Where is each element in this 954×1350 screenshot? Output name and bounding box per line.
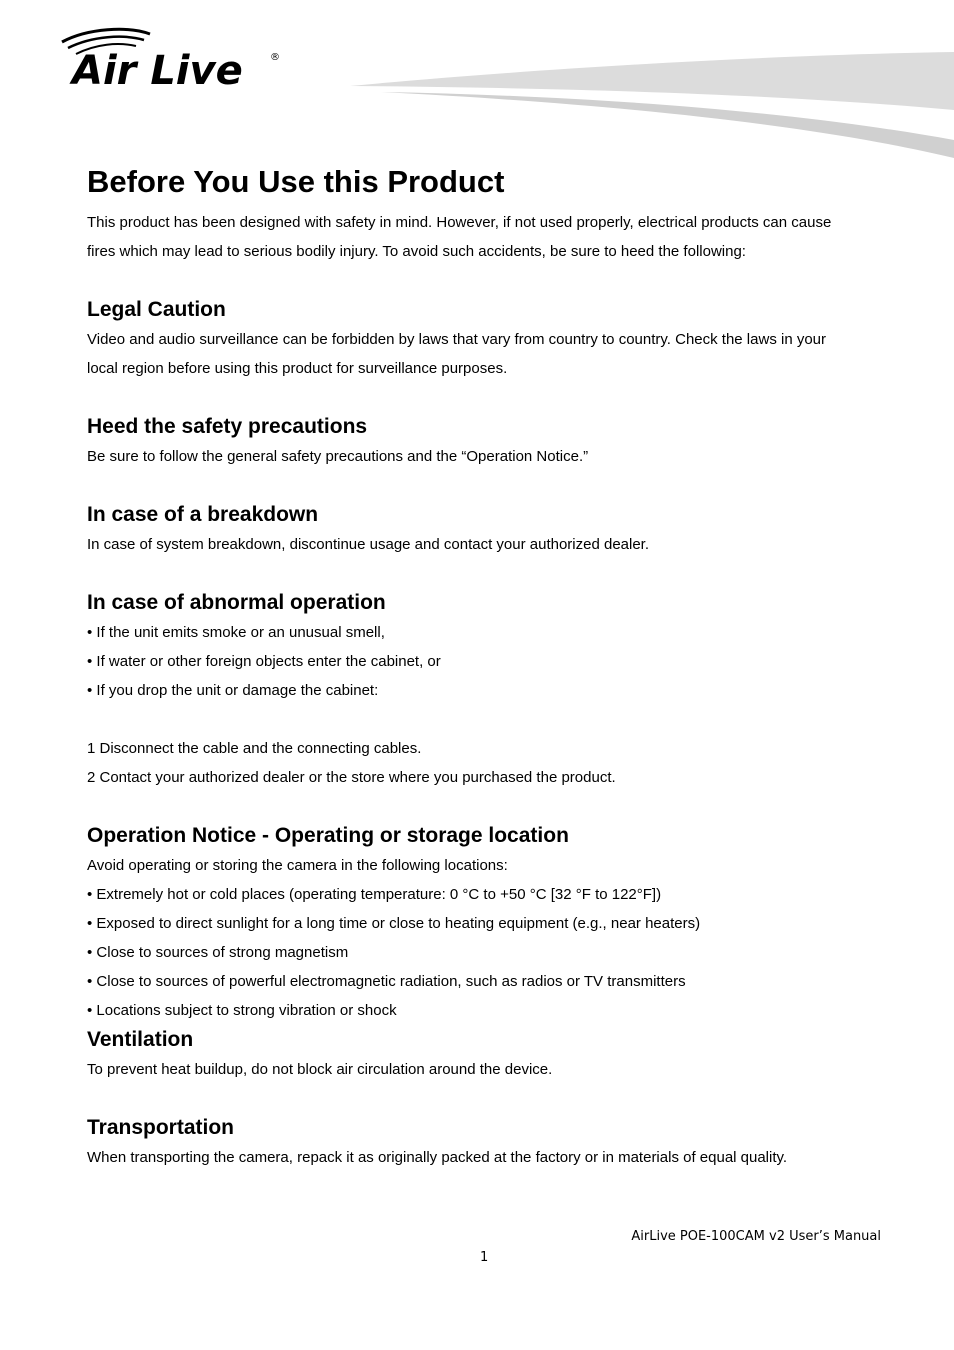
page-title: Before You Use this Product xyxy=(87,164,505,199)
safety-section xyxy=(87,412,887,471)
airlive-logo xyxy=(58,24,288,94)
legal-line: Video and audio surveillance can be forbidden by laws that vary from country to country. Check the laws in your xyxy=(87,331,827,348)
registered-mark: ® xyxy=(270,52,280,63)
ventilation-section xyxy=(87,1025,887,1084)
document-body xyxy=(87,160,887,1172)
operation-notice-section xyxy=(87,821,887,1025)
breakdown-section xyxy=(87,500,887,559)
operation-bullet-list xyxy=(87,880,887,1025)
list-item: • Close to sources of strong magnetism xyxy=(87,944,349,961)
abnormal-steps xyxy=(87,734,887,792)
list-item: • If you drop the unit or damage the cabinet: xyxy=(87,682,379,699)
list-item: • Close to sources of powerful electromagnetic radiation, such as radios or TV transmitters xyxy=(87,973,686,990)
intro-line: This product has been designed with safety in mind. However, if not used properly, electrical products can cause xyxy=(87,214,832,231)
ventilation-text: To prevent heat buildup, do not block air circulation around the device. xyxy=(87,1061,553,1078)
list-item: • If water or other foreign objects enter the cabinet, or xyxy=(87,653,441,670)
transportation-section xyxy=(87,1113,887,1172)
page-number: 1 xyxy=(480,1250,489,1265)
legal-line: local region before using this product for surveillance purposes. xyxy=(87,360,508,377)
ventilation-heading: Ventilation xyxy=(87,1028,194,1051)
abnormal-operation-section xyxy=(87,588,887,792)
legal-caution-heading: Legal Caution xyxy=(87,298,226,321)
operation-intro: Avoid operating or storing the camera in the following locations: xyxy=(87,857,508,874)
breakdown-text: In case of system breakdown, discontinue usage and contact your authorized dealer. xyxy=(87,536,650,553)
footer-manual-title: AirLive POE-100CAM v2 User’s Manual xyxy=(631,1229,881,1244)
step-item: 1 Disconnect the cable and the connecting cables. xyxy=(87,740,422,757)
operation-heading: Operation Notice - Operating or storage location xyxy=(87,824,569,847)
list-item: • Locations subject to strong vibration or shock xyxy=(87,1002,397,1019)
list-item: • Exposed to direct sunlight for a long time or close to heating equipment (e.g., near heaters) xyxy=(87,915,701,932)
list-item: • If the unit emits smoke or an unusual smell, xyxy=(87,624,385,641)
abnormal-heading: In case of abnormal operation xyxy=(87,591,386,614)
transportation-text: When transporting the camera, repack it as originally packed at the factory or in materials of equal quality. xyxy=(87,1149,788,1166)
intro-paragraph xyxy=(87,208,887,266)
legal-caution-section xyxy=(87,295,887,383)
page-header xyxy=(0,0,954,165)
safety-text: Be sure to follow the general safety precautions and the “Operation Notice.” xyxy=(87,448,589,465)
breakdown-heading: In case of a breakdown xyxy=(87,503,319,526)
abnormal-bullet-list xyxy=(87,618,887,705)
transportation-heading: Transportation xyxy=(87,1116,235,1139)
list-item: • Extremely hot or cold places (operating temperature: 0 °C to +50 °C [32 °F to 122°F]) xyxy=(87,886,662,903)
safety-heading: Heed the safety precautions xyxy=(87,415,368,438)
intro-line: fires which may lead to serious bodily injury. To avoid such accidents, be sure to heed the following: xyxy=(87,243,746,260)
step-item: 2 Contact your authorized dealer or the store where you purchased the product. xyxy=(87,769,616,786)
logo-text: Air Live xyxy=(72,48,243,94)
